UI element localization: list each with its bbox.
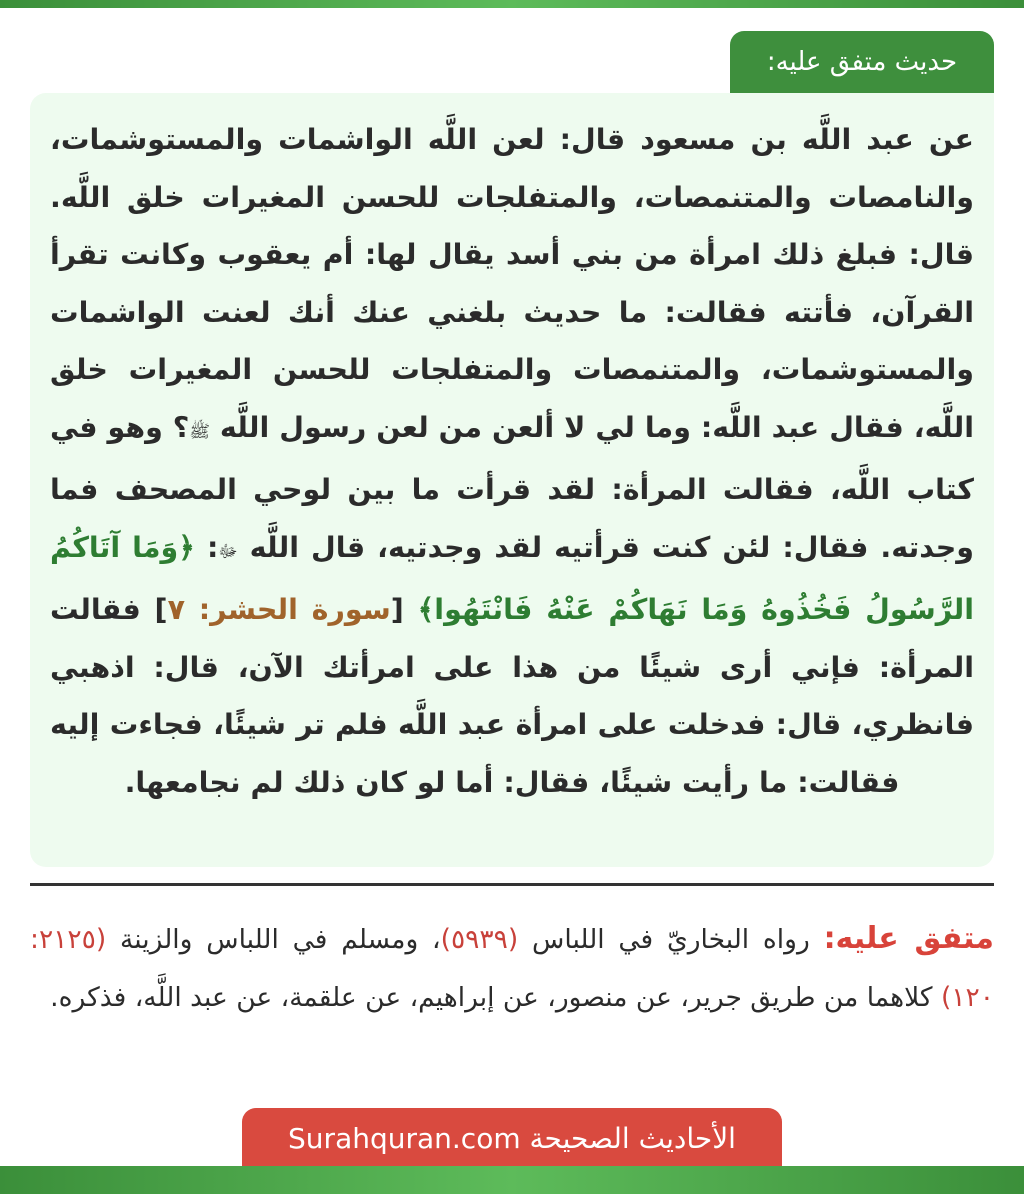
hadith-type-label: حديث متفق عليه: (730, 31, 994, 93)
sources-paragraph (30, 910, 994, 1027)
bracket-open: [ (390, 593, 404, 626)
hadith-card (30, 93, 994, 867)
hadith-text-part2: ؟ وهو في كتاب اللَّه، فقالت المرأة: لقد قرأت ما بين لوحي المصحف فما وجدته. فقال: لئن كنت قرأتيه لقد وجدتيه، قال اللَّه (50, 410, 974, 564)
bottom-accent-bar (0, 1166, 1024, 1194)
bukhari-number: (٥٩٣٩) (440, 924, 519, 955)
sources-text-1: رواه البخاريّ في اللباس (532, 924, 810, 955)
prophet-honorific-icon: ﷺ (189, 421, 210, 442)
site-badge[interactable]: الأحاديث الصحيحة Surahquran.com (242, 1108, 782, 1170)
quran-verse: ﴿وَمَا آتَاكُمُ الرَّسُولُ فَخُذُوهُ وَمَا نَهَاكُمْ عَنْهُ فَانْتَهُوا﴾ (50, 530, 974, 626)
hadith-text-part1: عن عبد اللَّه بن مسعود قال: لعن اللَّه الواشمات والمستوشمات، والنامصات والمتنمصات، والمتفلجات للحسن المغيرات خلق اللَّه. قال: فبلغ ذلك امرأة من بني أسد يقال لها: أم يعقوب وكانت تقرأ القرآن، فأتته فقالت: ما حديث بلغني عنك أنك لعنت الواشمات والمستوشمات، والمتنمصات والمتفلجات للحسن المغيرات خلق اللَّه، فقال عبد اللَّه: وما لي لا ألعن من لعن رسول اللَّه (50, 123, 974, 444)
hadith-text-part3: فقالت المرأة: فإني أرى شيئًا من هذا على امرأتك الآن، قال: اذهبي فانظري، قال: فدخلت على امرأة عبد اللَّه فلم تر شيئًا، فجاءت إليه فقالت: ما رأيت شيئًا، فقال: أما لو كان ذلك لم نجامعها. (50, 593, 974, 799)
surah-reference: سورة الحشر: ٧ (167, 593, 391, 626)
colon: : (206, 530, 219, 564)
hadith-text (50, 111, 974, 811)
muslim-number: (٢١٢٥: ١٢٠) (30, 924, 994, 1013)
sources-text-3: كلاهما من طريق جرير، عن منصور، عن إبراهيم، عن علقمة، عن عبد اللَّه، فذكره. (50, 982, 933, 1013)
sources-text-2: ، ومسلم في اللباس والزينة (120, 924, 441, 955)
sources-heading: متفق عليه: (823, 921, 994, 956)
allah-honorific-icon: ﷻ (218, 541, 238, 562)
section-divider (30, 883, 994, 886)
top-accent-bar (0, 0, 1024, 8)
bracket-close: ] (154, 593, 168, 626)
